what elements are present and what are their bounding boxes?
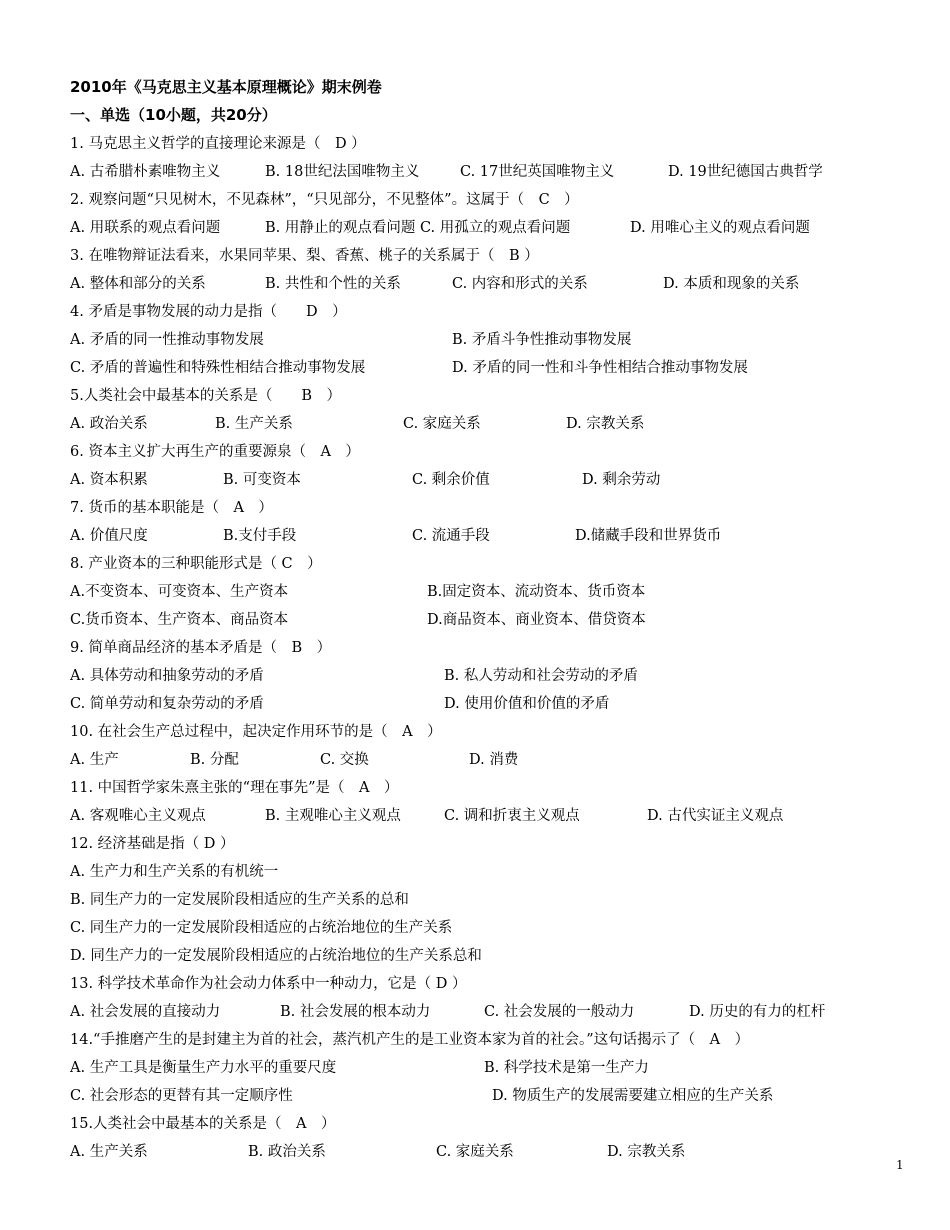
question-text: 2. 观察问题“只见树木，不见森林”，“只见部分，不见整体”。这属于（ C ） [70, 192, 579, 208]
option-b-text: D. 使用价值和价值的矛盾 [444, 696, 610, 712]
question-text: 3. 在唯物辩证法看来，水果同苹果、梨、香蕉、桃子的关系属于（ B ） [70, 248, 539, 264]
option-a-text: B. 同生产力的一定发展阶段相适应的生产关系的总和 [70, 892, 409, 908]
question-text: 6. 资本主义扩大再生产的重要源泉（ A ） [70, 444, 360, 460]
option-b-text: D. 矛盾的同一性和斗争性相结合推动事物发展 [452, 360, 748, 376]
question-stem [70, 300, 870, 324]
question-stem [70, 720, 870, 744]
question-text: 10. 在社会生产总过程中，起决定作用环节的是（ A ） [70, 724, 442, 740]
option-d-text: D.储藏手段和世界货币 [575, 528, 722, 544]
option-a-text: C. 矛盾的普遍性和特殊性相结合推动事物发展 [70, 360, 366, 376]
option-d-text: D. 历史的有力的杠杆 [689, 1004, 826, 1020]
question-text: 8. 产业资本的三种职能形式是（ C ） [70, 556, 322, 572]
option-a-text: A. 整体和部分的关系 [70, 276, 206, 292]
option-a-text: C. 简单劳动和复杂劳动的矛盾 [70, 696, 264, 712]
answer-options-line [70, 356, 870, 380]
question-stem [70, 776, 870, 800]
option-b-text: D. 物质生产的发展需要建立相应的生产关系 [492, 1088, 774, 1104]
option-b-text: B. 用静止的观点看问题 C. 用孤立的观点看问题 [265, 220, 571, 236]
option-a-text: D. 同生产力的一定发展阶段相适应的占统治地位的生产关系总和 [70, 948, 482, 964]
answer-options-line [70, 1084, 870, 1108]
option-c-text: C. 交换 [320, 752, 369, 768]
option-a-text: A. 生产 [70, 752, 119, 768]
option-a-text: C.货币资本、生产资本、商品资本 [70, 612, 289, 628]
answer-options-line [70, 160, 870, 184]
option-d-text: D. 消费 [469, 752, 519, 768]
option-d-text: D. 19世纪德国古典哲学 [668, 164, 823, 180]
option-b-text: B. 社会发展的根本动力 [280, 1004, 431, 1020]
option-a-text: C. 同生产力的一定发展阶段相适应的占统治地位的生产关系 [70, 920, 453, 936]
option-d-text: D. 剩余劳动 [582, 472, 661, 488]
option-b-text: B. 矛盾斗争性推动事物发展 [452, 332, 632, 348]
question-text: 11. 中国哲学家朱熹主张的“理在事先”是（ A ） [70, 780, 399, 796]
option-b-text: B. 政治关系 [248, 1144, 326, 1160]
answer-options-line [70, 944, 870, 968]
question-stem [70, 384, 870, 408]
question-text: 15.人类社会中最基本的关系是（ A ） [70, 1116, 336, 1132]
answer-options-line [70, 804, 870, 828]
answer-options-line [70, 1056, 870, 1080]
question-text: 4. 矛盾是事物发展的动力是指（ D ） [70, 304, 347, 320]
option-b-text: B. 私人劳动和社会劳动的矛盾 [444, 668, 638, 684]
option-c-text: C. 内容和形式的关系 [452, 276, 588, 292]
option-a-text: A. 矛盾的同一性推动事物发展 [70, 332, 264, 348]
question-stem [70, 440, 870, 464]
answer-options-line [70, 216, 870, 240]
answer-options-line [70, 748, 870, 772]
question-text: 13. 科学技术革命作为社会动力体系中一种动力，它是（ D ） [70, 976, 467, 992]
option-a-text: A. 具体劳动和抽象劳动的矛盾 [70, 668, 264, 684]
option-a-text: A. 生产工具是衡量生产力水平的重要尺度 [70, 1060, 337, 1076]
question-stem [70, 552, 870, 576]
answer-options-line [70, 328, 870, 352]
option-b-text: B. 主观唯心主义观点 [265, 808, 401, 824]
option-c-text: C. 家庭关系 [436, 1144, 514, 1160]
question-stem [70, 244, 870, 268]
question-text: 5.人类社会中最基本的关系是（ B ） [70, 388, 341, 404]
option-b-text: B.固定资本、流动资本、货币资本 [427, 584, 646, 600]
question-stem [70, 1028, 870, 1052]
question-stem [70, 132, 870, 156]
option-c-text: C. 调和折衷主义观点 [444, 808, 580, 824]
answer-options-line [70, 1140, 870, 1164]
option-a-text: A. 生产关系 [70, 1144, 148, 1160]
answer-options-line [70, 888, 870, 912]
section-heading: 一、单选（10小题，共20分） [70, 106, 277, 124]
option-d-text: D. 宗教关系 [566, 416, 645, 432]
question-text: 14.“手推磨产生的是封建主为首的社会，蒸汽机产生的是工业资本家为首的社会。”这句话揭示了（ A ） [70, 1032, 750, 1048]
question-text: 12. 经济基础是指（ D ） [70, 836, 235, 852]
option-c-text: C. 家庭关系 [403, 416, 481, 432]
option-d-text: D. 古代实证主义观点 [647, 808, 784, 824]
option-a-text: A. 社会发展的直接动力 [70, 1004, 221, 1020]
option-a-text: A. 政治关系 [70, 416, 148, 432]
page-number: 1 [896, 1158, 904, 1172]
option-c-text: C. 17世纪英国唯物主义 [460, 164, 615, 180]
option-b-text: B. 生产关系 [215, 416, 293, 432]
option-a-text: A. 用联系的观点看问题 [70, 220, 221, 236]
option-a-text: A.不变资本、可变资本、生产资本 [70, 584, 289, 600]
option-a-text: A. 客观唯心主义观点 [70, 808, 206, 824]
question-stem [70, 832, 870, 856]
option-a-text: A. 价值尺度 [70, 528, 148, 544]
question-text: 1. 马克思主义哲学的直接理论来源是（ D ） [70, 136, 366, 152]
answer-options-line [70, 272, 870, 296]
option-a-text: A. 古希腊朴素唯物主义 [70, 164, 221, 180]
option-b-text: B. 共性和个性的关系 [265, 276, 401, 292]
option-c-text: C. 剩余价值 [412, 472, 490, 488]
question-text: 9. 简单商品经济的基本矛盾是（ B ） [70, 640, 332, 656]
answer-options-line [70, 692, 870, 716]
answer-options-line [70, 412, 870, 436]
option-b-text: B. 18世纪法国唯物主义 [265, 164, 420, 180]
option-b-text: D.商品资本、商业资本、借贷资本 [427, 612, 646, 628]
question-stem [70, 636, 870, 660]
option-b-text: B.支付手段 [223, 528, 297, 544]
question-stem [70, 1112, 870, 1136]
answer-options-line [70, 580, 870, 604]
option-d-text: D. 本质和现象的关系 [663, 276, 800, 292]
question-text: 7. 货币的基本职能是（ A ） [70, 500, 273, 516]
option-a-text: A. 生产力和生产关系的有机统一 [70, 864, 279, 880]
answer-options-line [70, 608, 870, 632]
question-stem [70, 972, 870, 996]
option-b-text: B. 科学技术是第一生产力 [484, 1060, 649, 1076]
answer-options-line [70, 916, 870, 940]
answer-options-line [70, 468, 870, 492]
question-stem [70, 188, 870, 212]
answer-options-line [70, 1000, 870, 1024]
question-stem [70, 496, 870, 520]
option-a-text: C. 社会形态的更替有其一定顺序性 [70, 1088, 293, 1104]
option-c-text: C. 社会发展的一般动力 [484, 1004, 635, 1020]
answer-options-line [70, 664, 870, 688]
option-c-text: C. 流通手段 [412, 528, 490, 544]
option-c-text: D. 用唯心主义的观点看问题 [630, 220, 810, 236]
option-b-text: B. 分配 [190, 752, 239, 768]
answer-options-line [70, 524, 870, 548]
exam-title: 2010年《马克思主义基本原理概论》期末例卷 [70, 78, 382, 96]
option-a-text: A. 资本积累 [70, 472, 148, 488]
answer-options-line [70, 860, 870, 884]
option-d-text: D. 宗教关系 [607, 1144, 686, 1160]
option-b-text: B. 可变资本 [223, 472, 301, 488]
